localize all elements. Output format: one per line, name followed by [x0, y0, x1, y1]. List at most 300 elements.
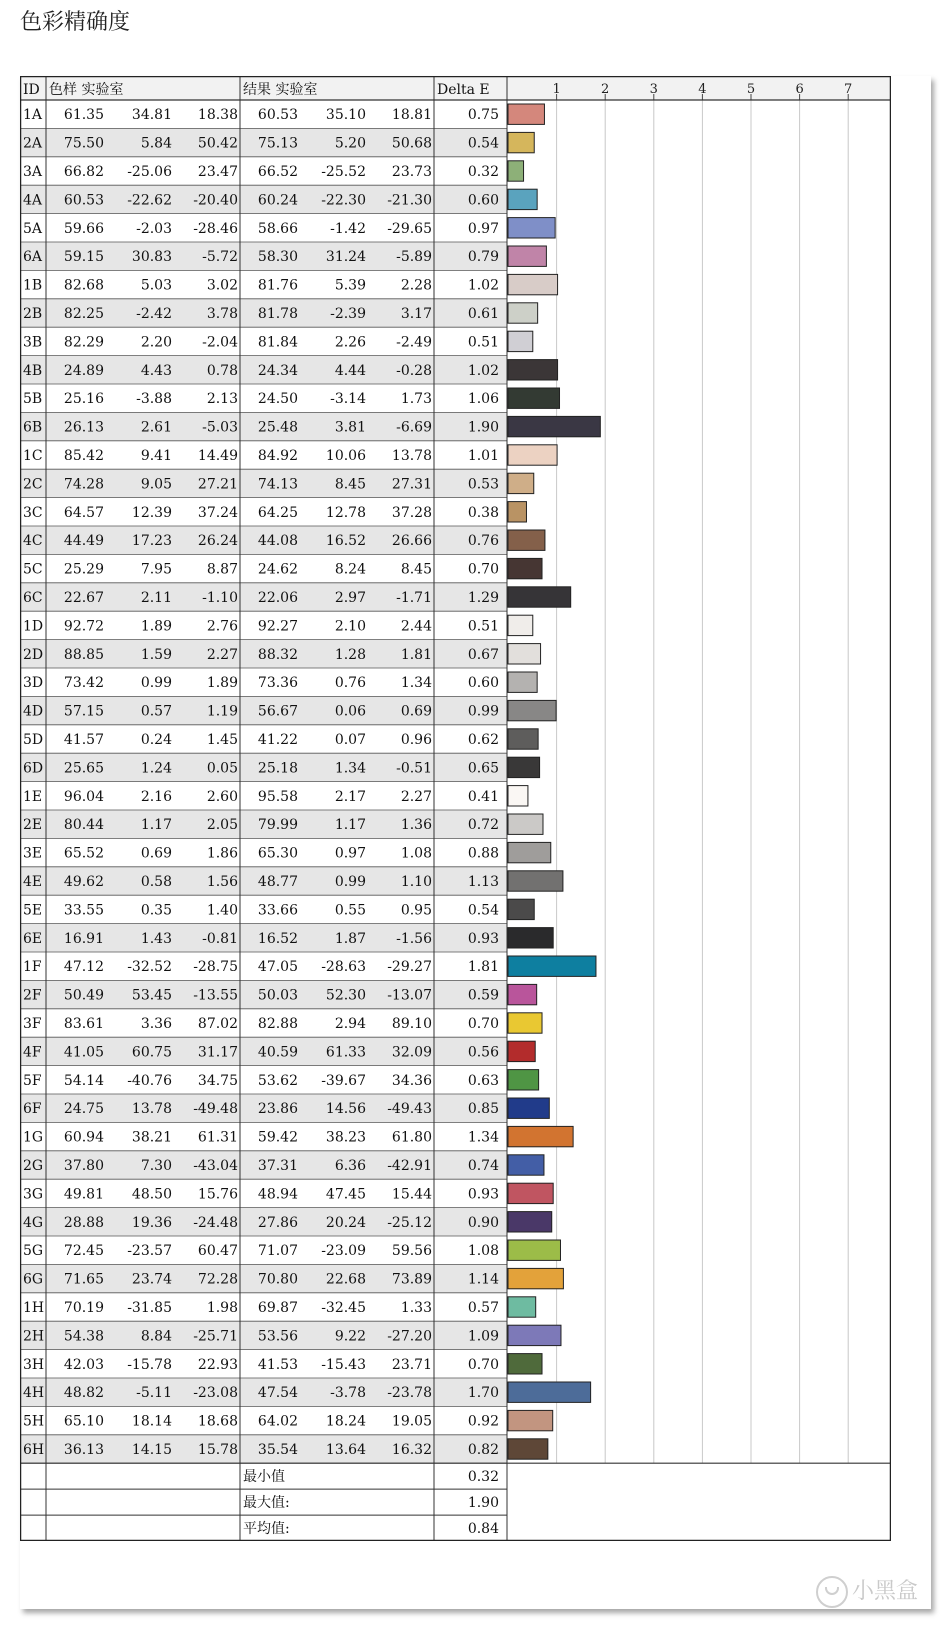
result-lab-value: 16.52	[325, 533, 366, 550]
sample-lab-value: 82.25	[63, 306, 104, 322]
sample-lab-value: 36.13	[63, 1442, 104, 1458]
row-id: 4H	[23, 1385, 45, 1402]
result-lab-value: 18.24	[325, 1413, 366, 1430]
result-lab-value: 89.10	[391, 1016, 432, 1032]
sample-lab-value: 57.15	[63, 703, 104, 720]
sample-lab-value: 49.62	[63, 874, 104, 890]
delta-e-value: 0.70	[467, 1016, 499, 1032]
sample-lab-value: 23.74	[131, 1271, 172, 1288]
delta-e-bar	[508, 644, 541, 664]
result-lab-value: -13.07	[387, 987, 432, 1004]
result-lab-value: 9.22	[334, 1328, 366, 1345]
result-lab-value: 1.34	[334, 760, 366, 777]
row-id: 3D	[23, 675, 44, 692]
result-lab-value: 2.26	[334, 334, 366, 351]
result-lab-value: 16.32	[391, 1442, 432, 1458]
result-lab-value: -22.30	[321, 192, 366, 209]
delta-e-value: 0.85	[467, 1101, 499, 1118]
result-lab-value: 37.31	[257, 1158, 298, 1174]
sample-lab-value: -2.04	[202, 334, 238, 351]
sample-lab-value: 33.55	[63, 902, 104, 919]
sample-lab-value: 0.78	[206, 362, 238, 379]
delta-e-value: 1.70	[467, 1385, 499, 1402]
result-lab-value: 23.73	[391, 164, 432, 180]
watermark	[816, 1574, 918, 1608]
sample-lab-value: -25.71	[193, 1328, 238, 1345]
delta-e-value: 0.63	[467, 1072, 499, 1089]
result-lab-value: 70.80	[257, 1271, 298, 1288]
result-lab-value: 56.67	[257, 703, 298, 720]
result-lab-value: 15.44	[391, 1186, 432, 1203]
delta-e-bar	[508, 473, 534, 493]
delta-e-bar	[508, 1297, 536, 1317]
sample-lab-value: 47.12	[63, 959, 104, 976]
sample-lab-value: 80.44	[63, 817, 104, 834]
row-id: 6G	[23, 1271, 44, 1288]
sample-lab-value: 87.02	[197, 1016, 238, 1032]
result-lab-value: 26.66	[391, 533, 432, 550]
row-id: 4C	[23, 533, 43, 550]
sample-lab-value: -15.78	[127, 1356, 172, 1373]
sample-lab-value: 3.02	[206, 277, 238, 294]
sample-lab-value: -2.03	[136, 220, 172, 237]
result-lab-value: 19.05	[391, 1413, 432, 1430]
result-lab-value: 13.78	[391, 448, 432, 464]
result-lab-value: -0.28	[396, 362, 432, 379]
delta-e-bar	[508, 786, 528, 806]
delta-e-value: 0.70	[467, 561, 499, 578]
result-lab-value: -1.56	[396, 930, 432, 947]
result-lab-value: 1.36	[400, 817, 432, 834]
sample-lab-value: 3.78	[206, 306, 238, 322]
row-id: 2E	[23, 817, 43, 834]
header-sample: 色样 实验室	[49, 82, 124, 98]
delta-e-bar	[508, 303, 538, 323]
row-id: 5B	[23, 391, 43, 408]
delta-e-bar	[508, 1240, 560, 1260]
result-lab-value: 50.68	[391, 135, 432, 152]
sample-lab-value: 88.85	[63, 646, 104, 663]
row-id: 5D	[23, 732, 44, 748]
row-id: 5F	[23, 1072, 42, 1089]
delta-e-bar	[508, 1098, 549, 1118]
delta-e-bar	[508, 1354, 542, 1374]
sample-lab-value: 0.57	[140, 703, 172, 720]
sample-lab-value: 19.36	[131, 1214, 172, 1231]
sample-lab-value: 18.68	[197, 1413, 238, 1430]
axis-tick-label: 2	[601, 82, 610, 97]
result-lab-value: 27.31	[391, 476, 432, 493]
result-lab-value: -25.52	[321, 164, 366, 180]
result-lab-value: 47.45	[325, 1186, 366, 1203]
result-lab-value: 3.81	[334, 419, 366, 436]
result-lab-value: 35.54	[257, 1442, 298, 1458]
result-lab-value: 0.69	[400, 703, 432, 720]
sample-lab-value: 0.58	[140, 874, 172, 890]
sample-lab-value: 85.42	[63, 448, 104, 464]
result-lab-value: 25.18	[257, 760, 298, 777]
result-lab-value: 12.78	[325, 504, 366, 521]
result-lab-value: 16.52	[257, 930, 298, 947]
sample-lab-value: 22.67	[63, 590, 104, 606]
result-lab-value: -21.30	[387, 192, 432, 209]
result-lab-value: 8.45	[400, 561, 432, 578]
result-lab-value: 73.89	[391, 1271, 432, 1288]
axis-tick-label: 4	[698, 82, 707, 97]
sample-lab-value: 7.95	[140, 561, 172, 578]
result-lab-value: 41.53	[257, 1356, 298, 1373]
row-id: 3H	[23, 1356, 45, 1373]
sample-lab-value: 27.21	[197, 476, 238, 493]
sample-lab-value: 16.91	[63, 930, 104, 947]
delta-e-value: 1.02	[467, 362, 499, 379]
delta-e-value: 0.70	[467, 1356, 499, 1373]
sample-lab-value: 2.11	[140, 590, 172, 606]
sample-lab-value: 66.82	[63, 164, 104, 180]
delta-e-value: 1.13	[467, 874, 499, 890]
sample-lab-value: 1.98	[206, 1300, 238, 1316]
sample-lab-value: 25.29	[63, 561, 104, 578]
sample-lab-value: 60.53	[63, 192, 104, 209]
sample-lab-value: -2.42	[136, 306, 172, 322]
delta-e-value: 0.76	[467, 533, 499, 550]
sample-lab-value: 2.20	[140, 334, 172, 351]
sample-lab-value: 15.78	[197, 1442, 238, 1458]
result-lab-value: 3.17	[400, 306, 432, 322]
result-lab-value: 81.76	[257, 277, 298, 294]
row-id: 1F	[23, 959, 42, 976]
row-id: 1H	[23, 1300, 45, 1316]
delta-e-value: 0.99	[467, 703, 499, 720]
page-title: 色彩精确度	[20, 10, 131, 35]
sample-lab-value: 26.24	[197, 533, 238, 550]
result-lab-value: 64.25	[257, 504, 298, 521]
sample-lab-value: 53.45	[131, 987, 172, 1004]
row-id: 4F	[23, 1044, 42, 1061]
sample-lab-value: 4.43	[140, 362, 172, 379]
delta-e-value: 0.60	[467, 675, 499, 692]
sample-lab-value: 0.05	[206, 760, 238, 777]
row-id: 2A	[23, 135, 43, 152]
color-accuracy-chart	[20, 76, 891, 1541]
sample-lab-value: 54.14	[63, 1072, 104, 1089]
row-id: 3C	[23, 504, 43, 521]
result-lab-value: 0.06	[334, 703, 366, 720]
result-lab-value: 59.42	[257, 1129, 298, 1146]
sample-lab-value: 54.38	[63, 1328, 104, 1345]
result-lab-value: -42.91	[387, 1158, 432, 1174]
result-lab-value: -5.89	[396, 249, 432, 266]
delta-e-bar	[508, 956, 596, 976]
result-lab-value: 92.27	[257, 618, 298, 635]
result-lab-value: 48.77	[257, 874, 298, 890]
row-id: 3B	[23, 334, 43, 351]
delta-e-bar	[508, 189, 537, 209]
result-lab-value: 18.81	[391, 107, 432, 124]
delta-e-bar	[508, 331, 533, 351]
sample-lab-value: -43.04	[193, 1158, 238, 1174]
summary-value: 0.32	[467, 1469, 499, 1486]
result-lab-value: 6.36	[334, 1158, 366, 1174]
result-lab-value: 33.66	[257, 902, 298, 919]
sample-lab-value: 61.31	[197, 1129, 238, 1146]
result-lab-value: 50.03	[257, 987, 298, 1004]
row-id: 6E	[23, 930, 43, 947]
result-lab-value: 2.17	[334, 788, 366, 805]
result-lab-value: -32.45	[321, 1300, 366, 1316]
result-lab-value: 82.88	[257, 1016, 298, 1032]
sample-lab-value: 13.78	[131, 1101, 172, 1118]
result-lab-value: -29.65	[387, 220, 432, 237]
result-lab-value: 13.64	[325, 1442, 366, 1458]
delta-e-value: 1.14	[467, 1271, 499, 1288]
sample-lab-value: 37.80	[63, 1158, 104, 1174]
delta-e-bar	[508, 1070, 539, 1090]
result-lab-value: 22.06	[257, 590, 298, 606]
sample-lab-value: -28.46	[193, 220, 238, 237]
result-lab-value: 64.02	[257, 1413, 298, 1430]
result-lab-value: 25.48	[257, 419, 298, 436]
delta-e-bar	[508, 700, 556, 720]
row-id: 1B	[23, 277, 43, 294]
sample-lab-value: -32.52	[127, 959, 172, 976]
row-id: 6H	[23, 1442, 45, 1458]
result-lab-value: 1.10	[400, 874, 432, 890]
sample-lab-value: 48.50	[131, 1186, 172, 1203]
sample-lab-value: 59.66	[63, 220, 104, 237]
sample-lab-value: 73.42	[63, 675, 104, 692]
result-lab-value: 1.33	[400, 1300, 432, 1316]
sample-lab-value: 30.83	[131, 249, 172, 266]
sample-lab-value: 75.50	[63, 135, 104, 152]
row-id: 4A	[23, 192, 43, 209]
sample-lab-value: 18.38	[197, 107, 238, 124]
row-id: 2C	[23, 476, 43, 493]
sample-lab-value: 41.05	[63, 1044, 104, 1061]
result-lab-value: 41.22	[257, 732, 298, 748]
sample-lab-value: 92.72	[63, 618, 104, 635]
result-lab-value: 1.28	[334, 646, 366, 663]
sample-lab-value: -13.55	[193, 987, 238, 1004]
result-lab-value: 37.28	[391, 504, 432, 521]
row-id: 2H	[23, 1328, 45, 1345]
result-lab-value: 73.36	[257, 675, 298, 692]
result-lab-value: 60.53	[257, 107, 298, 124]
row-id: 2B	[23, 306, 43, 322]
result-lab-value: -29.27	[387, 959, 432, 976]
result-lab-value: -27.20	[387, 1328, 432, 1345]
row-id: 2G	[23, 1158, 44, 1174]
delta-e-value: 0.67	[467, 646, 499, 663]
row-id: 6D	[23, 760, 44, 777]
delta-e-bar	[508, 246, 546, 266]
result-lab-value: 2.10	[334, 618, 366, 635]
result-lab-value: 5.39	[334, 277, 366, 294]
result-lab-value: 58.66	[257, 220, 298, 237]
sample-lab-value: 70.19	[63, 1300, 104, 1316]
sample-lab-value: 60.94	[63, 1129, 104, 1146]
sample-lab-value: 25.65	[63, 760, 104, 777]
result-lab-value: 8.45	[334, 476, 366, 493]
delta-e-bar	[508, 1325, 561, 1345]
delta-e-bar	[508, 757, 540, 777]
sample-lab-value: -1.10	[202, 590, 238, 606]
delta-e-value: 0.93	[467, 1186, 499, 1203]
sample-lab-value: -24.48	[193, 1214, 238, 1231]
delta-e-bar	[508, 132, 534, 152]
delta-e-value: 0.65	[467, 760, 499, 777]
delta-e-bar	[508, 615, 533, 635]
sample-lab-value: 1.43	[140, 930, 172, 947]
sample-lab-value: 74.28	[63, 476, 104, 493]
delta-e-bar	[508, 1212, 552, 1232]
result-lab-value: -28.63	[321, 959, 366, 976]
sample-lab-value: 5.03	[140, 277, 172, 294]
result-lab-value: 2.44	[400, 618, 432, 635]
result-lab-value: -0.51	[396, 760, 432, 777]
sample-lab-value: 1.89	[206, 675, 238, 692]
delta-e-value: 0.38	[467, 504, 499, 521]
result-lab-value: -1.42	[330, 220, 366, 237]
result-lab-value: 79.99	[257, 817, 298, 834]
result-lab-value: -3.14	[330, 391, 366, 408]
delta-e-bar	[508, 871, 563, 891]
sample-lab-value: 1.59	[140, 646, 172, 663]
delta-e-bar	[508, 530, 545, 550]
delta-e-bar	[508, 984, 537, 1004]
result-lab-value: 59.56	[391, 1243, 432, 1260]
row-id: 2D	[23, 646, 44, 663]
result-lab-value: 44.08	[257, 533, 298, 550]
row-id: 5E	[23, 902, 43, 919]
sample-lab-value: 50.42	[197, 135, 238, 152]
sample-lab-value: 23.47	[197, 164, 238, 180]
delta-e-value: 0.51	[467, 618, 499, 635]
delta-e-bar	[508, 814, 543, 834]
sample-lab-value: 1.40	[206, 902, 238, 919]
sample-lab-value: -0.81	[202, 930, 238, 947]
delta-e-bar	[508, 842, 551, 862]
sample-lab-value: 61.35	[63, 107, 104, 124]
delta-e-value: 1.29	[467, 590, 499, 606]
sample-lab-value: 0.99	[140, 675, 172, 692]
result-lab-value: 2.27	[400, 788, 432, 805]
delta-e-value: 0.92	[467, 1413, 499, 1430]
header-id: ID	[23, 82, 40, 98]
delta-e-bar	[508, 1155, 544, 1175]
sample-lab-value: 0.69	[140, 845, 172, 862]
summary-label: 最大值:	[243, 1495, 290, 1512]
row-id: 1G	[23, 1129, 44, 1146]
result-lab-value: 2.28	[400, 277, 432, 294]
sample-lab-value: 7.30	[140, 1158, 172, 1174]
result-lab-value: 24.62	[257, 561, 298, 578]
sample-lab-value: 8.87	[206, 561, 238, 578]
sample-lab-value: 65.10	[63, 1413, 104, 1430]
delta-e-value: 1.34	[467, 1129, 499, 1146]
axis-tick-label: 5	[746, 82, 756, 97]
sample-lab-value: 1.86	[206, 845, 238, 862]
summary-label: 平均值:	[243, 1521, 290, 1538]
delta-e-value: 0.90	[467, 1214, 499, 1231]
delta-e-bar	[508, 416, 600, 436]
delta-e-bar	[508, 1268, 563, 1288]
result-lab-value: 47.05	[257, 959, 298, 976]
result-lab-value: -2.49	[396, 334, 432, 351]
result-lab-value: 95.58	[257, 788, 298, 805]
result-lab-value: 0.76	[334, 675, 366, 692]
sample-lab-value: 49.81	[63, 1186, 104, 1203]
sample-lab-value: 82.29	[63, 334, 104, 351]
delta-e-value: 0.88	[467, 845, 499, 862]
sample-lab-value: 34.75	[197, 1072, 238, 1089]
sample-lab-value: -40.76	[127, 1072, 172, 1089]
watermark-text: 小黑盒	[852, 1579, 919, 1604]
result-lab-value: 71.07	[257, 1243, 298, 1260]
delta-e-bar	[508, 445, 557, 465]
result-lab-value: -49.43	[387, 1101, 432, 1118]
result-lab-value: 38.23	[325, 1129, 366, 1146]
sample-lab-value: -5.72	[202, 249, 238, 266]
sample-lab-value: 72.28	[197, 1271, 238, 1288]
sample-lab-value: 38.21	[131, 1129, 172, 1146]
sample-lab-value: 71.65	[63, 1271, 104, 1288]
delta-e-bar	[508, 161, 524, 181]
result-lab-value: 84.92	[257, 448, 298, 464]
result-lab-value: -1.71	[396, 590, 432, 606]
delta-e-value: 1.08	[467, 1243, 499, 1260]
row-id: 1E	[23, 788, 43, 805]
sample-lab-value: 1.24	[140, 760, 172, 777]
delta-e-value: 0.79	[467, 249, 499, 266]
result-lab-value: 23.71	[391, 1356, 432, 1373]
delta-e-bar	[508, 1410, 553, 1430]
result-lab-value: 81.84	[257, 334, 298, 351]
sample-lab-value: 48.82	[63, 1385, 104, 1402]
delta-e-value: 0.82	[467, 1442, 499, 1458]
result-lab-value: 65.30	[257, 845, 298, 862]
sample-lab-value: 24.89	[63, 362, 104, 379]
result-lab-value: 88.32	[257, 646, 298, 663]
result-lab-value: 1.34	[400, 675, 432, 692]
sample-lab-value: 37.24	[197, 504, 238, 521]
sample-lab-value: 22.93	[197, 1356, 238, 1373]
summary-value: 1.90	[467, 1495, 499, 1512]
sample-lab-value: 60.75	[131, 1044, 172, 1061]
delta-e-value: 0.61	[467, 306, 499, 322]
result-lab-value: 1.87	[334, 930, 366, 947]
result-lab-value: -39.67	[321, 1072, 366, 1089]
row-id: 5H	[23, 1413, 45, 1430]
sample-lab-value: 60.47	[197, 1243, 238, 1260]
sample-lab-value: 1.45	[206, 732, 238, 748]
sample-lab-value: 1.56	[206, 874, 238, 890]
result-lab-value: 0.07	[334, 732, 366, 748]
sample-lab-value: 65.52	[63, 845, 104, 862]
sample-lab-value: 1.19	[206, 703, 238, 720]
sample-lab-value: 82.68	[63, 277, 104, 294]
row-id: 6B	[23, 419, 43, 436]
row-id: 3F	[23, 1016, 42, 1032]
result-lab-value: 75.13	[257, 135, 298, 152]
delta-e-value: 0.53	[467, 476, 499, 493]
delta-e-value: 0.51	[467, 334, 499, 351]
sample-lab-value: -25.06	[127, 164, 172, 180]
sample-lab-value: 2.27	[206, 646, 238, 663]
row-id: 4E	[23, 874, 43, 890]
result-lab-value: 53.56	[257, 1328, 298, 1345]
summary-value: 0.84	[467, 1521, 499, 1538]
